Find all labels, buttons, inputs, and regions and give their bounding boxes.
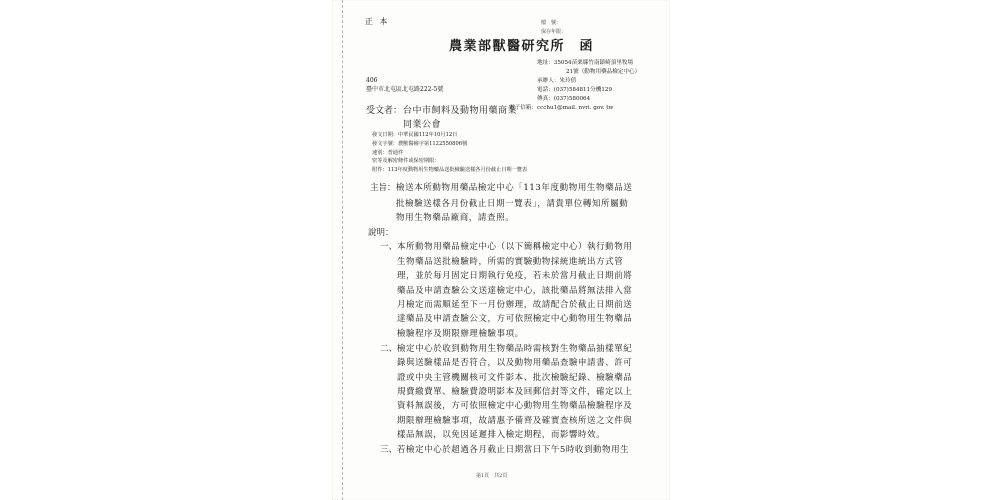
item-line: 藥品及申請查驗公文送達檢定中心，該批藥品將無法排入當	[397, 286, 633, 296]
phone: 電話：(037)584811分機129	[537, 87, 613, 93]
subject-line: 物用生物藥品廠商，請查照。	[396, 213, 515, 223]
item-line: 月檢定而需順延至下一月份辦理，故請配合於截止日期前送	[397, 300, 633, 310]
item-line: 期限辦理檢驗事項，故請惠予備齊及確實查核所送之文件與	[397, 416, 633, 426]
subject-label: 主旨：	[370, 183, 396, 193]
fax: 傳真：(037)580064	[537, 96, 591, 102]
item-number: 三、	[380, 445, 398, 455]
item-number: 二、	[380, 344, 398, 354]
confidentiality: 密等及解密條件或保密期限：	[372, 158, 440, 164]
email: 電子信箱：ccchu1@mail. nvri. gov. tw	[509, 105, 614, 111]
attachment: 附件：113年度動物用生物藥品送批檢驗送樣各月份截止日期一覽表	[372, 167, 528, 173]
recipient-name-line1: 台中市飼料及動物用藥商業	[403, 106, 518, 116]
item-line: 規費繳費單、檢驗費證明影本及回郵信封等文件，確定以上	[397, 387, 633, 397]
delivery-speed: 速別：普通件	[372, 150, 404, 156]
item-line: 生物藥品送批檢驗時，所需的實驗動物採統進統出方式管	[397, 257, 624, 267]
retention-label: 保存年限：	[541, 29, 567, 35]
copy-label: 正 本	[365, 17, 390, 26]
recipient-label: 受文者：	[366, 106, 403, 116]
subject-line: 批檢驗送樣各月份截止日期一覽表」，請貴單位轉知所屬動	[396, 199, 629, 209]
item-line: 證或中央主管機關核可文件影本、批次檢驗紀錄、檢驗藥品	[397, 373, 633, 383]
document-number: 發文字號：農獸醫檢字第1122550806號	[372, 141, 468, 147]
sender-address-line2: 21號（動物用藥品檢定中心）	[566, 69, 641, 75]
handler: 承辦人：朱玲倩	[537, 78, 577, 84]
item-line: 檢驗程序及期限辦理檢驗事項。	[397, 329, 524, 339]
item-number: 一、	[380, 242, 398, 252]
page-footer: 第1頁 共2頁	[476, 473, 508, 479]
item-line: 若檢定中心於超過各月截止日期當日下午5時收到動物用生	[397, 445, 630, 455]
item-line: 本所動物用藥品檢定中心（以下簡稱檢定中心）執行動物用	[397, 242, 633, 252]
issue-date: 發文日期：中華民國112年10月12日	[372, 132, 458, 138]
recipient-postal-code: 406	[366, 77, 378, 84]
binding-line	[342, 0, 343, 500]
item-line: 理，並於每月固定日期執行免疫，若未於當月截止日期前將	[397, 271, 633, 281]
description-label: 說明：	[368, 228, 394, 238]
document-title: 農業部獸醫研究所 函	[449, 39, 595, 54]
subject-line: 檢送本所動物用藥品檢定中心「113年度動物用生物藥品送	[396, 183, 633, 193]
item-line: 達藥品及申請查驗公文，方可依照檢定中心動物用生物藥品	[397, 314, 633, 324]
sender-address-line1: 地址：35054苗栗縣竹南鎮崎頂里牧場	[537, 60, 634, 66]
item-line: 檢定中心於收到動物用生物藥品時需核對生物藥品抽樣單紀	[397, 344, 633, 354]
item-line: 資料無誤後，方可依照檢定中心動物用生物藥品檢驗程序及	[397, 401, 633, 411]
recipient-name-line2: 同業公會	[403, 120, 442, 130]
file-number-label: 檔 號：	[541, 20, 562, 26]
item-line: 錄與送驗樣品是否符合，以及動物用藥品查驗申請書、許可	[397, 358, 633, 368]
recipient-address: 臺中市北屯區北屯路222-5號	[366, 86, 444, 93]
item-line: 樣品無誤，以免因延遲排入檢定期程，而影響時效。	[397, 430, 606, 440]
